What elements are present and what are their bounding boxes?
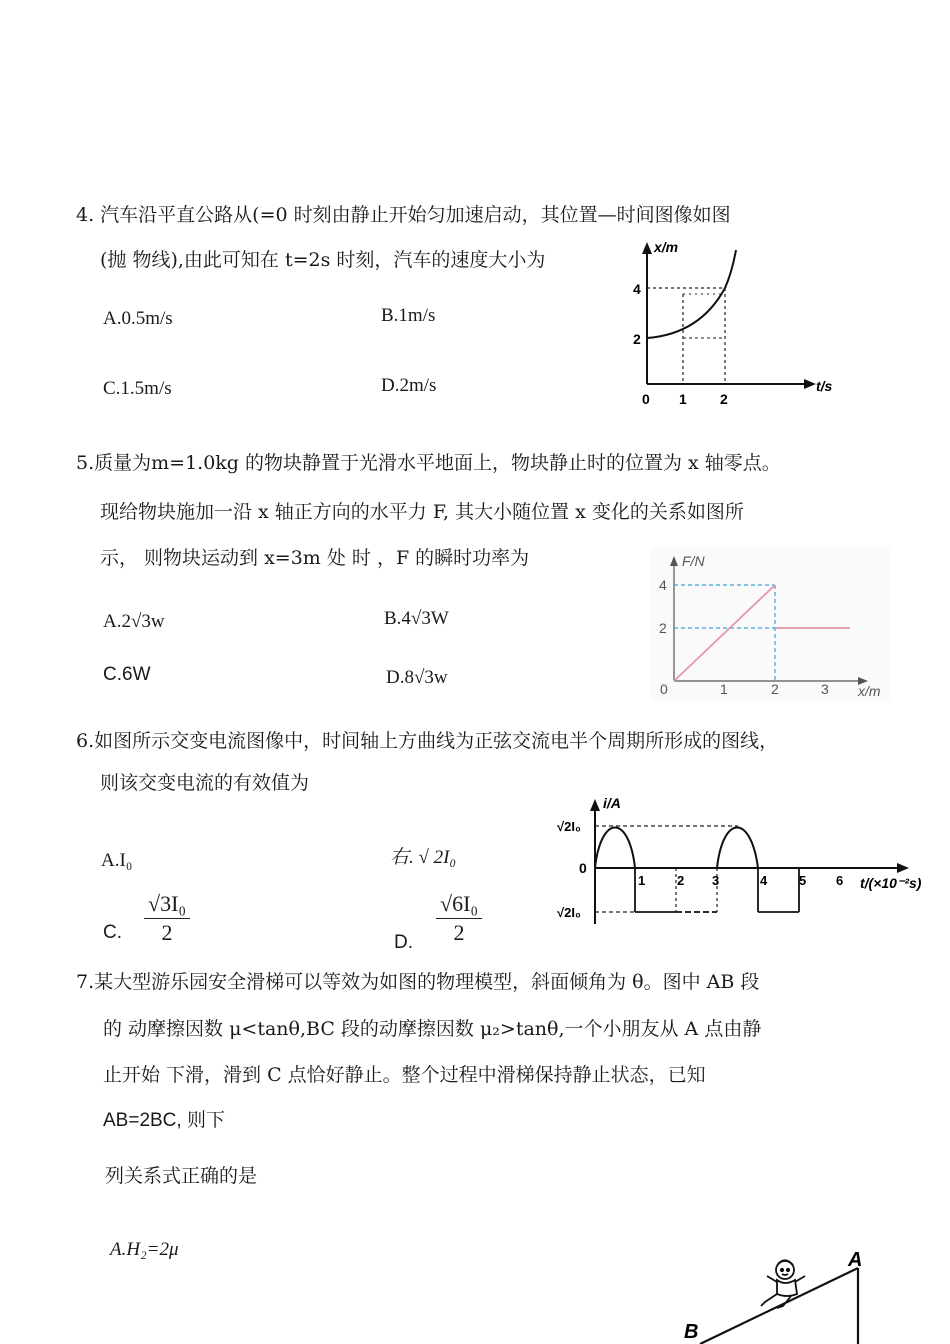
q5-option-d: D.8√3w xyxy=(386,667,448,688)
q5-y-tick-2: 2 xyxy=(659,620,667,636)
q4-y-tick-4: 4 xyxy=(633,281,641,297)
q5-option-c: C.6W xyxy=(103,664,151,685)
q4-x-tick-0: 0 xyxy=(642,391,650,407)
q5-option-a: A.2√3w xyxy=(103,611,165,632)
q4-line2: (抛 物线),由此可知在 t=2s 时刻，汽车的速度大小为 xyxy=(100,249,546,271)
q6-x-tick-3: 3 xyxy=(712,873,720,888)
q7-line4: AB=2BC, 则下 xyxy=(103,1110,225,1131)
q5-y-tick-4: 4 xyxy=(659,577,667,593)
q6-option-b: 右. √ 2I₀ xyxy=(390,847,457,868)
q4-option-b: B.1m/s xyxy=(381,305,436,326)
q6-option-c-label: C. xyxy=(103,922,122,943)
q5-option-b: B.4√3W xyxy=(384,608,449,629)
q4-y-axis-label: x/m xyxy=(654,239,679,255)
q7-line1: 7.某大型游乐园安全滑梯可以等效为如图的物理模型，斜面倾角为 θ。图中 AB 段 xyxy=(76,971,760,993)
q4-x-axis-label: t/s xyxy=(816,378,833,394)
q4-option-c: C.1.5m/s xyxy=(103,378,172,399)
q6-x-tick-1: 1 xyxy=(638,873,646,888)
q5-x-tick-0: 0 xyxy=(660,681,668,697)
q7-line2: 的 动摩擦因数 μ<tanθ,BC 段的动摩擦因数 μ₂>tanθ,一个小朋友从 A 点由静 xyxy=(103,1018,762,1040)
q7-slide-figure xyxy=(670,1240,890,1344)
q6-line1: 6.如图所示交变电流图像中，时间轴上方曲线为正弦交流电半个周期所形成的图线， xyxy=(76,730,779,752)
q5-y-axis-label: F/N xyxy=(682,553,705,569)
q5-line2: 现给物块施加一沿 x 轴正方向的水平力 F, 其大小随位置 x 变化的关系如图所 xyxy=(100,501,744,523)
q6-option-c-numerator: √3I₀ xyxy=(144,892,190,919)
q5-force-position-graph xyxy=(650,548,890,700)
q6-y-tick-bottom: √2I₀ xyxy=(557,905,581,920)
q5-x-tick-2: 2 xyxy=(771,681,779,697)
q4-x-tick-2: 2 xyxy=(720,391,728,407)
q4-option-d: D.2m/s xyxy=(381,375,437,396)
child-sliding-icon xyxy=(761,1260,805,1308)
q7-point-a-label: A xyxy=(848,1249,863,1271)
q6-y-tick-0: 0 xyxy=(579,860,587,876)
q5-line3: 示， 则物块运动到 x=3m 处 时 ，F 的瞬时功率为 xyxy=(100,547,530,569)
q6-option-d-numerator: √6I₀ xyxy=(436,892,482,919)
q5-line1: 5.质量为m=1.0kg 的物块静置于光滑水平地面上，物块静止时的位置为 x 轴零点。 xyxy=(76,452,781,474)
q6-line2: 则该交变电流的有效值为 xyxy=(100,772,310,794)
q5-x-tick-1: 1 xyxy=(720,681,728,697)
q6-y-tick-top: √2I₀ xyxy=(557,819,581,834)
q6-option-c-denominator: 2 xyxy=(161,920,173,945)
q6-option-d-fraction xyxy=(436,892,482,945)
q6-option-c-fraction xyxy=(144,892,190,945)
q6-x-tick-4: 4 xyxy=(760,873,768,888)
q4-position-time-graph xyxy=(620,236,850,411)
q6-option-d-label: D. xyxy=(394,932,413,953)
q7-line5: 列关系式正确的是 xyxy=(105,1165,258,1187)
q5-x-axis-label: x/m xyxy=(858,683,881,699)
q4-y-tick-2: 2 xyxy=(633,331,641,347)
q6-x-axis-label: t/(×10⁻²s) xyxy=(860,875,922,891)
q4-x-tick-1: 1 xyxy=(679,391,687,407)
q6-option-d-denominator: 2 xyxy=(453,920,465,945)
q6-x-tick-6: 6 xyxy=(836,873,844,888)
q6-option-a: A.I₀ xyxy=(101,850,133,871)
q7-option-a: A.H₂=2μ xyxy=(110,1239,179,1260)
q4-option-a: A.0.5m/s xyxy=(103,308,173,329)
q4-line1: 4. 汽车沿平直公路从(=0 时刻由静止开始匀加速启动，其位置—时间图像如图 xyxy=(76,204,731,226)
q6-x-tick-5: 5 xyxy=(799,873,807,888)
q6-x-tick-2: 2 xyxy=(677,873,685,888)
q6-y-axis-label: i/A xyxy=(603,795,621,811)
q7-point-b-label: B xyxy=(684,1321,699,1343)
q6-current-time-graph xyxy=(555,792,945,928)
q7-line3: 止开始 下滑，滑到 C 点恰好静止。整个过程中滑梯保持静止状态，已知 xyxy=(103,1064,706,1086)
q5-x-tick-3: 3 xyxy=(821,681,829,697)
